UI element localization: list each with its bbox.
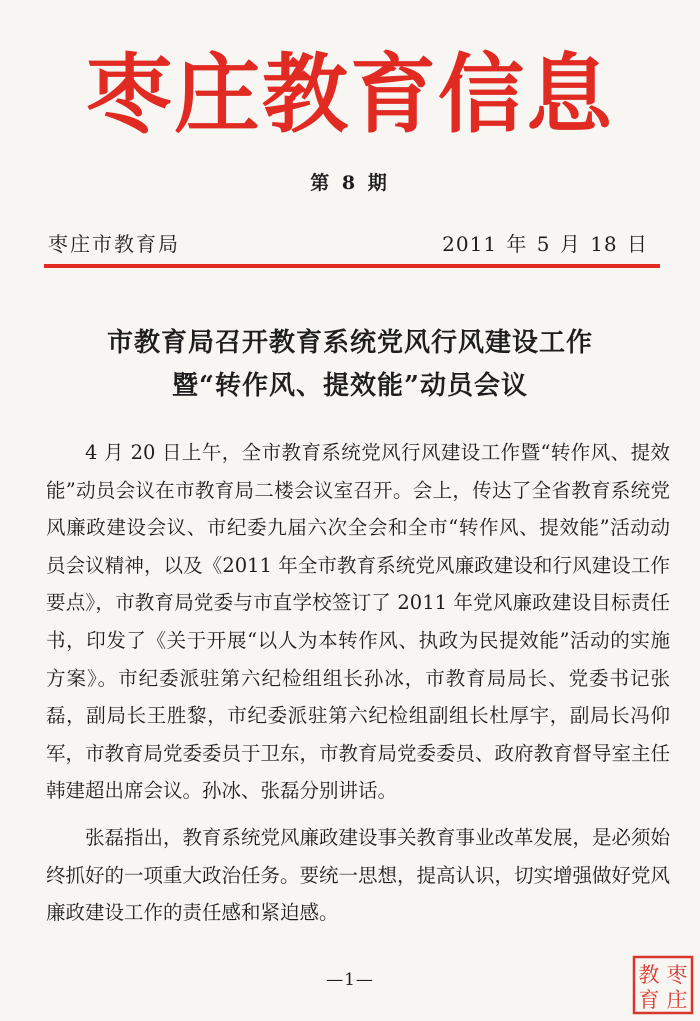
article-title-line-2: 暨“转作风、提效能”动员会议 xyxy=(172,371,528,401)
publish-date: 2011 年 5 月 18 日 xyxy=(442,232,648,256)
svg-text:教: 教 xyxy=(638,963,660,987)
article-paragraph: 4 月 20 日上午，全市教育系统党风行风建设工作暨“转作风、提效能”动员会议在市教育局二楼会议室召开。会上，传达了全省教育系统党风廉政建设会议、市纪委九届六次全会和全市“转作风、提效能”活动动员会议精神，以及《2011 年全市教育系统党风廉政建设和行风建设工作要点》，市教育局党委与市直学校签订了 2011 年党风廉政建设目标责任书，印发了《关于开展“以人为本转作风、执政为民提效能”活动的实施方案》。市纪委派驻第六纪检组组长孙冰，市教育局局长、党委书记张磊，副局长王胜黎，市纪委派驻第六纪检组副组长杜厚宇，副局长冯仰军，市教育局党委委员于卫东，市教育局党委委员、政府教育督导室主任韩建超出席会议。孙冰、张磊分别讲话。 xyxy=(46,441,671,803)
watermark-seal-icon xyxy=(632,955,694,1015)
page-number: —1— xyxy=(326,970,374,990)
masthead-divider xyxy=(44,264,660,268)
svg-text:枣: 枣 xyxy=(666,963,688,987)
svg-text:育: 育 xyxy=(638,988,660,1012)
publisher: 枣庄市教育局 xyxy=(48,232,180,256)
svg-text:庄: 庄 xyxy=(666,988,688,1012)
article-paragraph: 张磊指出，教育系统党风廉政建设事关教育事业改革发展，是必须始终抓好的一项重大政治任务。要统一思想，提高认识，切实增强做好党风廉政建设工作的责任感和紧迫感。 xyxy=(46,825,671,925)
article-title-line-1: 市教育局召开教育系统党风行风建设工作 xyxy=(106,328,593,358)
issue-number: 第 8 期 xyxy=(310,172,390,194)
article-body xyxy=(46,434,670,932)
masthead-title: 枣庄教育信息 xyxy=(86,45,614,145)
